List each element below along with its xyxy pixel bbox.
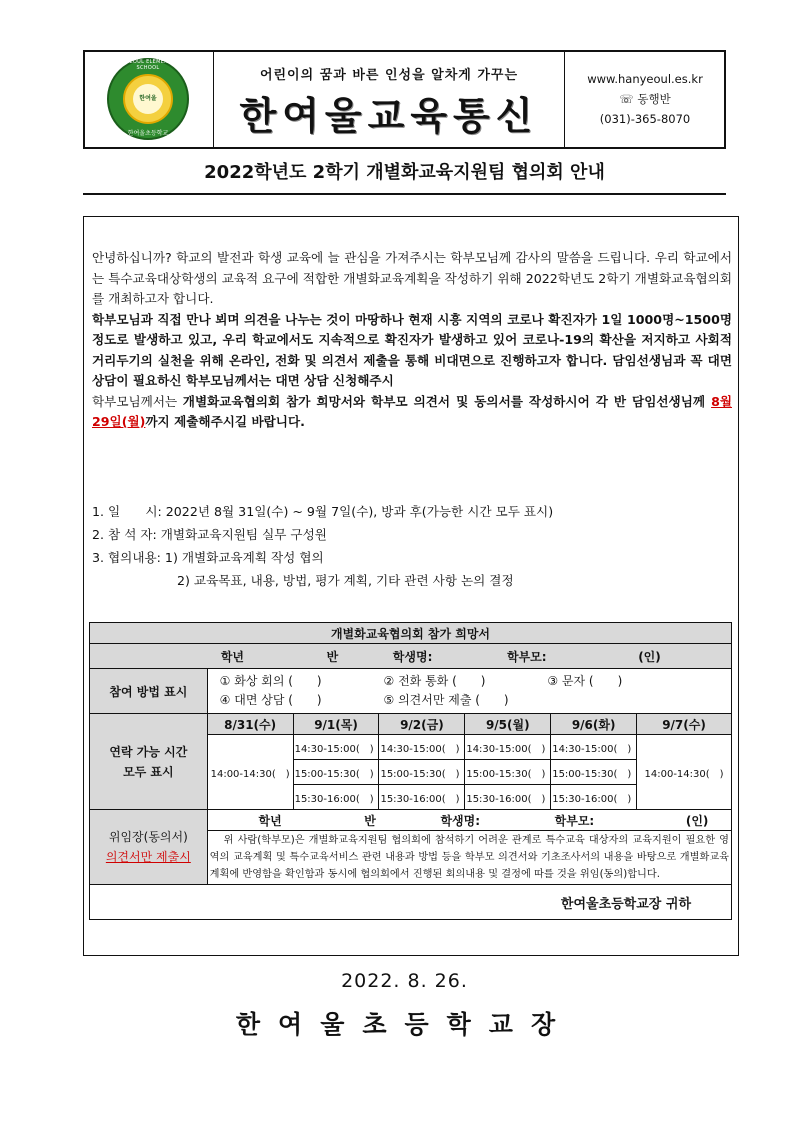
detail-content: 3. 협의내용: 1) 개별화교육계획 작성 협의 [92, 550, 324, 565]
day-5: 9/6(화) [551, 714, 637, 735]
principal-signature: 한여울초등학교장 [235, 1010, 574, 1039]
slot-0907[interactable]: 14:00-14:30( ) [637, 735, 732, 810]
class-label: 반 [326, 649, 339, 664]
slot-0901-b[interactable]: 15:00-15:30( ) [293, 760, 379, 785]
slot-0901-a[interactable]: 14:30-15:00( ) [293, 735, 379, 760]
detail-attendees: 2. 참 석 자: 개별화교육지원팀 실무 구성원 [92, 527, 327, 542]
proxy-sublabel: 의견서만 제출시 [105, 850, 191, 864]
slot-0905-a[interactable]: 14:30-15:00( ) [465, 735, 551, 760]
issue-date: 2022. 8. 26. [341, 970, 468, 992]
slogan: 어린이의 꿈과 바른 인성을 알차게 가꾸는 [259, 68, 519, 83]
proxy-label-cell [90, 810, 208, 885]
day-4: 9/5(월) [465, 714, 551, 735]
slot-0902-c[interactable]: 15:30-16:00( ) [379, 785, 465, 810]
title-cell [214, 52, 565, 147]
newsletter-header [83, 50, 726, 149]
participation-form [89, 622, 732, 920]
submission-intro: 학부모님께서는 [92, 393, 183, 409]
day-2: 9/1(목) [293, 714, 379, 735]
submission-docs: 개별화교육협의회 참가 희망서와 학부모 의견서 및 동의서를 작성하시어 각 반 담임선생님께 [182, 393, 712, 409]
slot-0906-b[interactable]: 15:00-15:30( ) [551, 760, 637, 785]
submission-end: 까지 제출해주시길 바랍니다. [145, 414, 305, 429]
method-text[interactable]: ③ 문자 ( ) [547, 674, 623, 688]
proxy-text: 위 사람(학부모)은 개별화교육지원팀 협의회에 참석하기 어려운 관계로 특수교육 대상자의 교육지원이 필요한 영역의 교육계획 및 특수교육서비스 관련 내용과 방법 등을 학부모 의견서와 기초조사서의 내용을 바탕으로 개별화교육계획에 반영함을 확인함과 동시에 협의회에서 진행된 회의내용 및 결정에 따를 것을 위임(동의)합니다. [207, 831, 731, 885]
slot-0906-c[interactable]: 15:30-16:00( ) [551, 785, 637, 810]
covid-notice-paragraph: 학부모님과 직접 만나 뵈며 의견을 나누는 것이 마땅하나 현재 시흥 지역의 코로나 확진자가 1일 1000명~1500명 정도로 발생하고 있고, 우리 학교에서도 지속적으로 확진자가 발생하고 있어 코로나-19의 확산을 저지하고 사회적 거리두기의 실천을 위해 온라인, 전화 및 의견서 제출을 통해 비대면으로 진행하고자 합니다. 담임선생님과 꼭 대면 상담이 필요하신 학부모님께서는 대면 상담 신청해주시 [92, 311, 732, 388]
day-1: 8/31(수) [207, 714, 293, 735]
slot-0831[interactable]: 14:00-14:30( ) [207, 735, 293, 810]
method-phone[interactable]: ② 전화 통화 ( ) [383, 674, 486, 688]
phone-number: (031)-365-8070 [599, 112, 691, 126]
paper-title: 한여울교육통신 [239, 94, 539, 138]
parent-name-label: 학부모: [506, 649, 547, 664]
student-name-label: 학생명: [392, 649, 433, 664]
time-label-1: 연락 가능 시간 [109, 744, 188, 759]
slot-0902-b[interactable]: 15:00-15:30( ) [379, 760, 465, 785]
slot-0901-c[interactable]: 15:30-16:00( ) [293, 785, 379, 810]
deadline-date: 8월 29일(월) [92, 393, 732, 429]
detail-content-2: 2) 교육목표, 내용, 방법, 평가 계획, 기타 관련 사항 논의 결정 [177, 573, 514, 588]
method-label: 참여 방법 표시 [90, 669, 208, 714]
slot-0905-b[interactable]: 15:00-15:30( ) [465, 760, 551, 785]
document-title: 2022학년도 2학기 개별화교육지원팀 협의회 안내 [204, 162, 605, 183]
slot-0902-a[interactable]: 14:30-15:00( ) [379, 735, 465, 760]
method-options [207, 669, 731, 714]
submission-paragraph [92, 392, 732, 433]
body-text [92, 248, 732, 433]
method-face[interactable]: ④ 대면 상담 ( ) [219, 693, 322, 707]
meeting-details [92, 500, 732, 592]
time-label-2: 모두 표시 [123, 764, 174, 779]
proxy-parent-label: 학부모: [554, 813, 595, 828]
department: ☏ 동행반 [619, 92, 671, 106]
logo-bottom-text: 한여울초등학교 [127, 130, 169, 137]
form-student-info [90, 644, 732, 669]
greeting-paragraph: 안녕하십니까? 학교의 발전과 학생 교육에 늘 관심을 가져주시는 학부모님께 감사의 말씀을 드립니다. 우리 학교에서는 특수교육대상학생의 교육적 요구에 적합한 개별화교육계획을 작성하기 위해 2022학년도 2학기 개별화교육협의회를 개최하고자 합니다. [92, 250, 732, 306]
school-logo [107, 58, 189, 140]
slot-0905-c[interactable]: 15:30-16:00( ) [465, 785, 551, 810]
detail-date: 1. 일 시: 2022년 8월 31일(수) ~ 9월 7일(수), 방과 후(가능한 시간 모두 표시) [92, 504, 554, 519]
proxy-grade-label: 학년 [258, 813, 282, 828]
proxy-student-info [207, 810, 731, 831]
logo-top-text: HANYEOUL ELEMENTARY SCHOOL [114, 59, 182, 71]
day-6: 9/7(수) [637, 714, 732, 735]
proxy-class-label: 반 [364, 813, 376, 828]
time-label [90, 714, 208, 810]
proxy-label: 위임장(동의서) [108, 830, 188, 844]
method-opinion-only[interactable]: ⑤ 의견서만 제출 ( ) [383, 693, 509, 707]
proxy-seal-label: (인) [685, 813, 709, 828]
title-divider [83, 193, 726, 195]
method-video[interactable]: ① 화상 회의 ( ) [219, 674, 322, 688]
slot-0906-a[interactable]: 14:30-15:00( ) [551, 735, 637, 760]
day-3: 9/2(금) [379, 714, 465, 735]
logo-center-text: 한여울 [133, 84, 163, 114]
addressee: 한여울초등학교장 귀하 [90, 885, 732, 920]
website-link[interactable]: www.hanyeoul.es.kr [587, 72, 703, 86]
contact-info [565, 52, 725, 147]
proxy-student-label: 학생명: [440, 813, 481, 828]
logo-cell [85, 52, 214, 147]
sunflower-icon [123, 74, 173, 124]
form-title: 개별화교육협의회 참가 희망서 [90, 623, 732, 644]
seal-label: (인) [638, 649, 661, 664]
grade-label: 학년 [220, 649, 244, 664]
